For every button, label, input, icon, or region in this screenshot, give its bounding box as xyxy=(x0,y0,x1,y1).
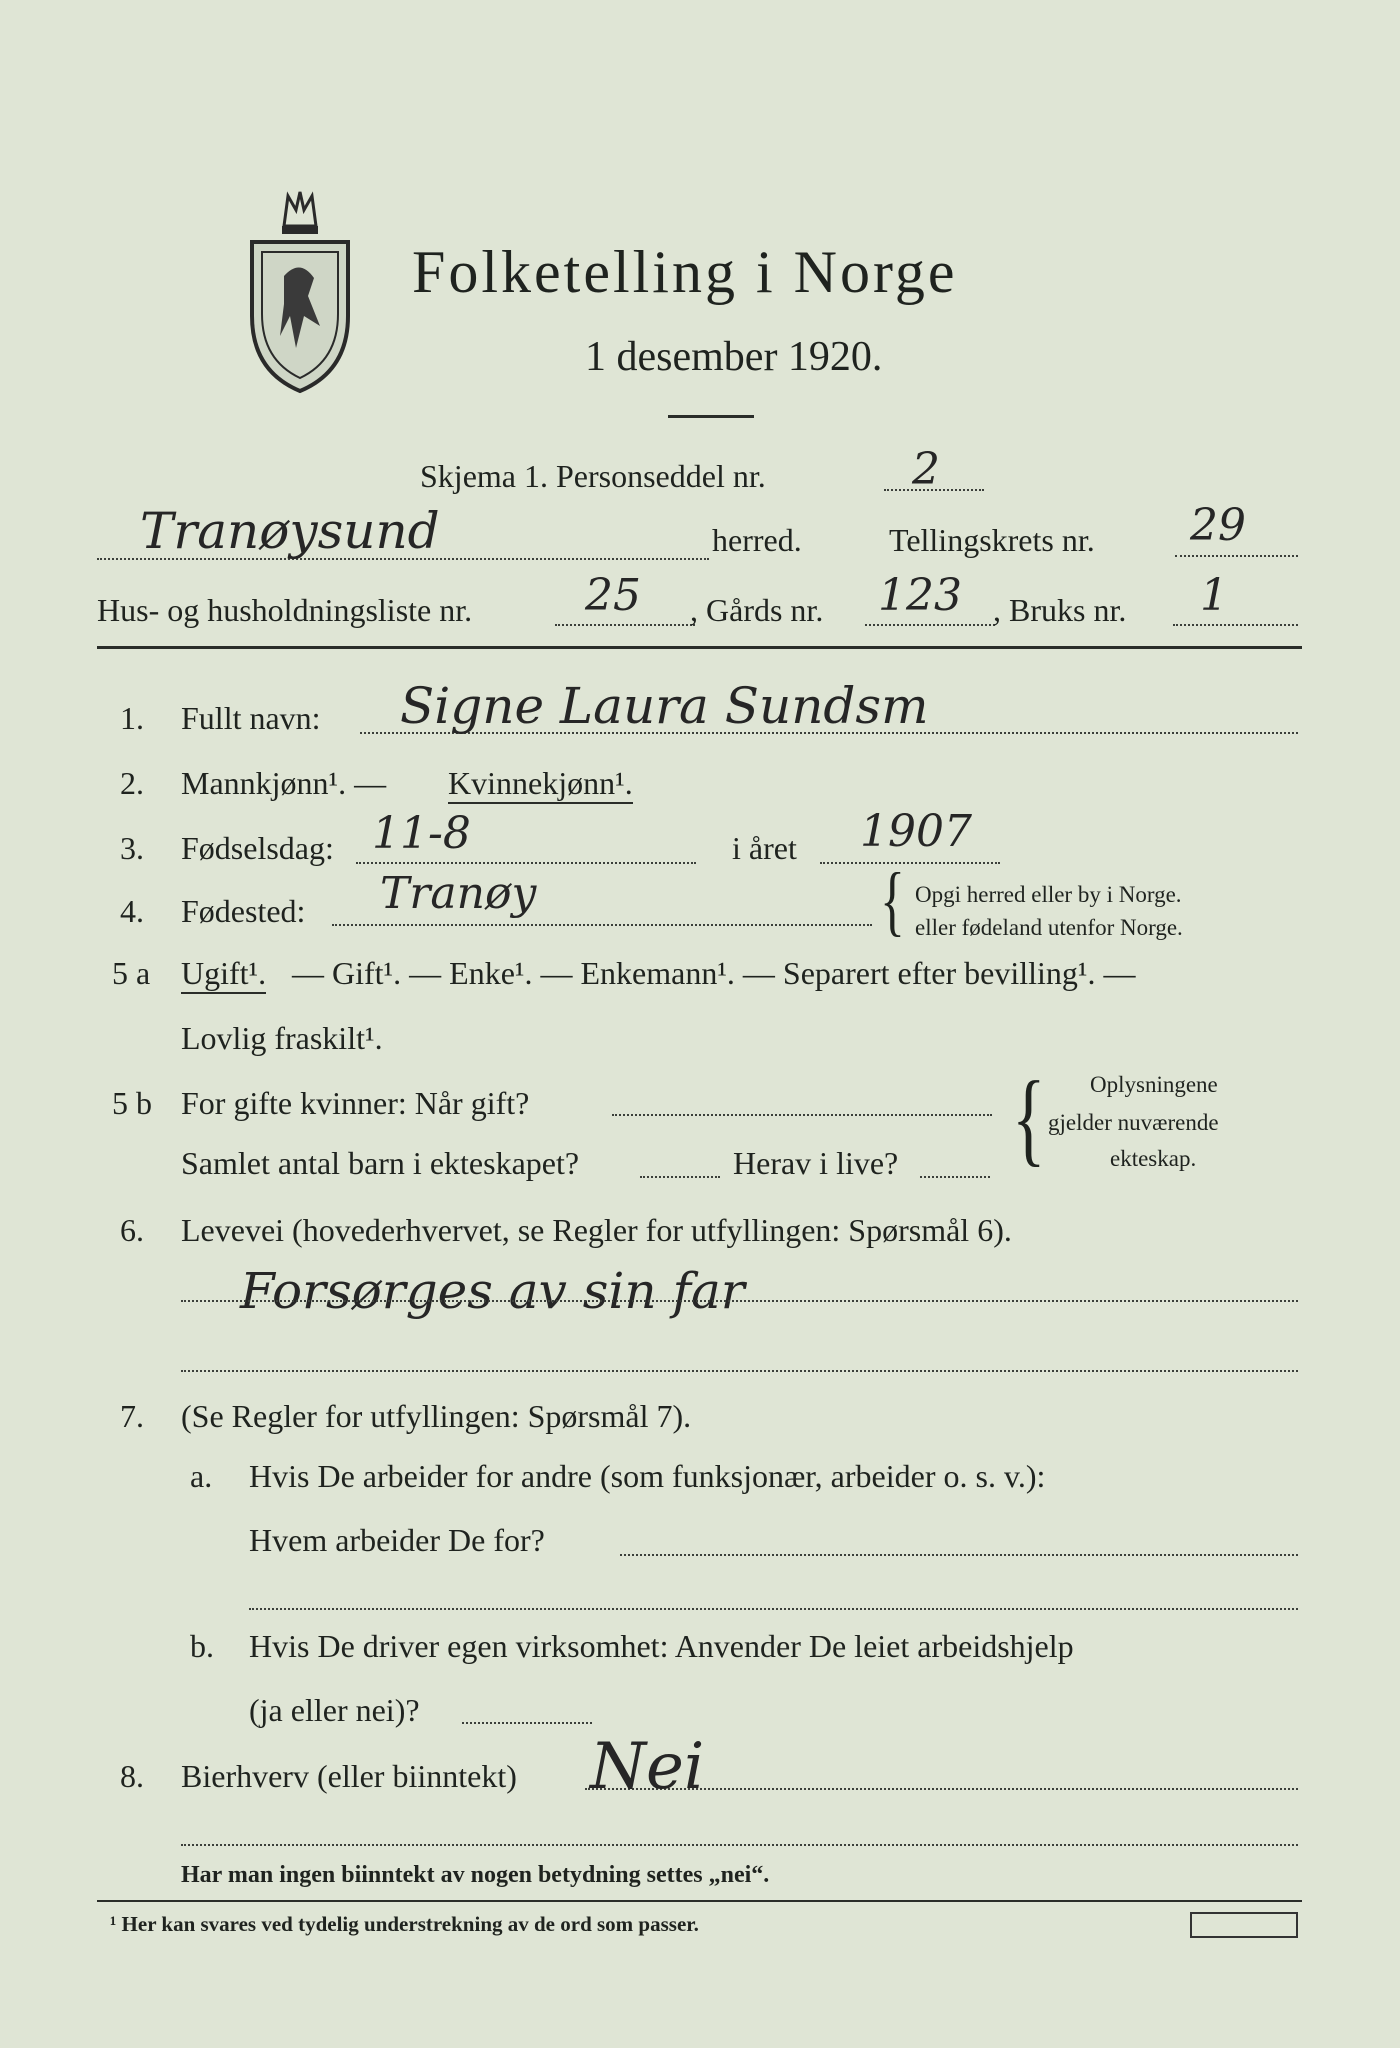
q3-value: 11-8 xyxy=(372,808,471,859)
tellingskrets-label: Tellingskrets nr. xyxy=(889,522,1095,558)
q6-label: Levevei (hovederhvervet, se Regler for utfyllingen: Spørsmål 6). xyxy=(181,1212,1012,1248)
q7a-label: Hvis De arbeider for andre (som funksjonær, arbeider o. s. v.): xyxy=(249,1458,1046,1494)
q2-female: Kvinnekjønn¹. xyxy=(448,765,633,804)
q7b-number: b. xyxy=(190,1628,214,1664)
q7a-line-1 xyxy=(620,1554,1298,1556)
q5b-note-3: ekteskap. xyxy=(1110,1146,1197,1171)
q2-number: 2. xyxy=(120,765,144,801)
q4-note-1: Opgi herred eller by i Norge. xyxy=(915,882,1182,907)
gards-line xyxy=(865,624,995,626)
bruks-line xyxy=(1173,624,1298,626)
q5a-line-2: Lovlig fraskilt¹. xyxy=(181,1020,383,1056)
q4-brace: { xyxy=(880,858,905,945)
q4-label: Fødested: xyxy=(181,893,306,929)
q7a-number: a. xyxy=(190,1458,213,1494)
q5b-note-1: Oplysningene xyxy=(1090,1072,1218,1097)
title-divider xyxy=(668,415,754,418)
q8-label: Bierhverv (eller biinntekt) xyxy=(181,1758,517,1794)
q7b-label-2: (ja eller nei)? xyxy=(249,1692,420,1728)
tellingskrets-value: 29 xyxy=(1190,500,1246,551)
q4-line xyxy=(332,924,872,926)
gards-label: , Gårds nr. xyxy=(690,592,824,628)
q3-year-value: 1907 xyxy=(860,806,972,857)
q8-number: 8. xyxy=(120,1758,144,1794)
q5b-label: For gifte kvinner: Når gift? xyxy=(181,1085,530,1121)
q1-label: Fullt navn: xyxy=(181,700,321,736)
husliste-value: 25 xyxy=(585,570,641,621)
q6-value: Forsørges av sin far xyxy=(240,1262,745,1320)
gards-value: 123 xyxy=(878,570,962,621)
q3-year-label: i året xyxy=(732,830,797,866)
q5a-number: 5 a xyxy=(112,955,151,991)
q5a-ugift: Ugift¹. xyxy=(181,955,266,994)
q7a-line-2 xyxy=(249,1608,1298,1610)
q2-male: Mannkjønn¹. — xyxy=(181,765,387,801)
q5b-alive-label: Herav i live? xyxy=(733,1145,899,1181)
q3-year-line xyxy=(820,862,1000,864)
q7b-line xyxy=(462,1722,592,1724)
bottom-note: Har man ingen biinntekt av nogen betydning settes „nei“. xyxy=(181,1862,770,1888)
form-title: Folketelling i Norge xyxy=(412,239,958,305)
q5b-children-label: Samlet antal barn i ekteskapet? xyxy=(181,1145,580,1181)
q5a-options: — Gift¹. — Enke¹. — Enkemann¹. — Separert efter bevilling¹. — xyxy=(292,955,1136,991)
norwegian-coat-of-arms-icon xyxy=(244,186,356,396)
q3-line xyxy=(356,862,696,864)
q4-number: 4. xyxy=(120,893,144,929)
q7-label: (Se Regler for utfyllingen: Spørsmål 7). xyxy=(181,1398,692,1434)
bruks-value: 1 xyxy=(1200,570,1228,621)
q6-line-2 xyxy=(181,1370,1298,1372)
printer-stamp xyxy=(1190,1912,1298,1938)
q3-label: Fødselsdag: xyxy=(181,830,334,866)
q5b-brace: { xyxy=(1012,1061,1046,1177)
q7b-label: Hvis De driver egen virksomhet: Anvender De leiet arbeidshjelp xyxy=(249,1628,1074,1664)
bruks-label: , Bruks nr. xyxy=(993,592,1127,628)
q5b-number: 5 b xyxy=(112,1085,152,1121)
q8-value: Nei xyxy=(590,1730,705,1804)
header-rule xyxy=(97,646,1302,649)
schema-no-value: 2 xyxy=(912,444,940,495)
q5b-children-line xyxy=(640,1176,720,1178)
footnote: ¹ Her kan svares ved tydelig understrekning av de ord som passer. xyxy=(110,1912,699,1936)
municipality-value: Tranøysund xyxy=(140,502,440,560)
q4-note-2: eller fødeland utenfor Norge. xyxy=(915,915,1183,940)
tellingskrets-line xyxy=(1175,555,1298,557)
form-date: 1 desember 1920. xyxy=(585,334,883,380)
husliste-line xyxy=(555,624,695,626)
q5b-married-line xyxy=(612,1114,992,1116)
q7a-label-2: Hvem arbeider De for? xyxy=(249,1522,545,1558)
husliste-label: Hus- og husholdningsliste nr. xyxy=(97,592,473,628)
footnote-rule xyxy=(97,1900,1302,1902)
q1-number: 1. xyxy=(120,700,144,736)
q8-line-2 xyxy=(181,1844,1298,1846)
q1-value: Signe Laura Sundsm xyxy=(400,677,929,735)
herred-label: herred. xyxy=(712,522,802,558)
q4-value: Tranøy xyxy=(380,868,537,919)
q6-line-1 xyxy=(181,1300,1298,1302)
q7-number: 7. xyxy=(120,1398,144,1434)
q3-number: 3. xyxy=(120,830,144,866)
schema-label: Skjema 1. Personseddel nr. xyxy=(420,458,766,494)
q5b-note-2: gjelder nuværende xyxy=(1048,1110,1219,1135)
q5b-alive-line xyxy=(920,1176,990,1178)
q6-number: 6. xyxy=(120,1212,144,1248)
